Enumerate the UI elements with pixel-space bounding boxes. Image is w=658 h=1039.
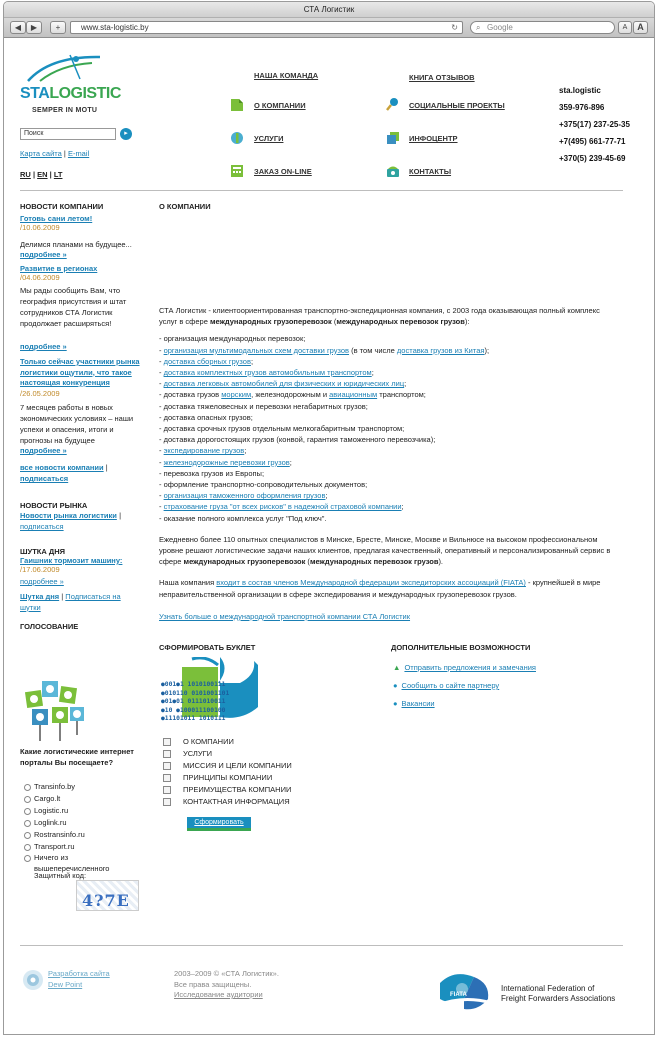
captcha-code: 4?7E [82,891,130,910]
text: ): [464,317,470,327]
list-item [159,457,619,468]
text: ; [371,368,374,378]
list-item [159,378,619,389]
booklet-checkbox[interactable] [163,750,171,758]
news-link[interactable]: Только сейчас участники рынка логистики ощутили, что такое настоящая конкуренция [20,357,140,387]
booklet-checkbox[interactable] [163,774,171,782]
poll-option-label: Loglink.ru [34,818,67,827]
booklet-option-label: МИССИЯ И ЦЕЛИ КОМПАНИИ [183,761,292,770]
text: ( [305,557,310,567]
lang-ru-link[interactable]: RU [20,170,31,179]
text-larger-button[interactable]: A [633,21,648,34]
browser-window [3,1,655,1035]
add-bookmark-button[interactable]: + [50,21,66,34]
vacancy-icon: ● [393,699,398,708]
binary-row: ●11101011 1010111 [161,715,226,722]
send-feedback-link[interactable]: Отправить предложения и замечания [404,663,536,672]
news-date: /04.06.2009 [20,273,60,282]
partner-icon: ● [393,681,398,690]
list-item: - доставка тяжеловесных и перевозки негабаритных грузов; [159,401,368,411]
news-text: Мы рады сообщить Вам, что география присутствия и штат сотрудников СТА Логистик продолжает расширяться! [20,286,127,328]
market-news-heading: НОВОСТИ РЫНКА [20,501,88,510]
list-item [159,367,619,378]
service-link[interactable]: доставка легковых автомобилей для физических и юридических лиц [163,379,405,389]
intro-paragraph [159,305,619,327]
joke-of-day-link[interactable]: Шутка дня [20,592,60,601]
learn-more-link[interactable]: Узнать больше о международной транспортной компании СТА Логистик [159,611,411,621]
infocenter-icon [386,131,400,145]
poll-radio[interactable] [24,855,31,862]
calculator-icon [230,164,244,178]
address-bar[interactable] [70,21,463,34]
text: - [159,345,164,355]
page-title: О КОМПАНИИ [159,202,211,211]
email-link[interactable]: E-mail [67,149,90,158]
nav-order-link[interactable]: ЗАКАЗ ON-LINE [254,167,312,176]
fiata-link[interactable]: входит в состав членов Международной федерации экспедиторских ассоциаций (FIATA) [216,578,526,588]
text: СТА Логистик - клиентоориентированная транспортно-экспедиционная компания, с 2003 года оказывающая полный комплекс услуг в сфере [159,306,600,327]
binary-row: ●010110 0101001101 [161,689,230,697]
separator: | [61,592,64,601]
company-news-heading: НОВОСТИ КОМПАНИИ [20,202,104,211]
search-icon: ⌕ [476,23,481,32]
text: - [159,491,164,501]
captcha-label: Защитный код: [34,871,87,880]
binary-row: ●01●01 0111010011 [161,698,226,705]
binary-row: ●10 ●100011100100 [161,706,226,714]
contact-list [559,86,630,171]
developer-credit [48,969,110,990]
extra-features-list [393,659,536,713]
lang-en-link[interactable]: EN [37,170,48,179]
service-link[interactable]: страхование груза "от всех рисков" в надежной страховой компании [163,502,402,512]
team-paragraph [159,534,619,568]
list-item: - организация международных перевозок; [159,334,306,344]
subscribe-jokes-link[interactable]: Подписаться на шутки [20,592,121,612]
header-divider [20,190,623,191]
service-link[interactable]: организация таможенного оформления грузов [163,491,326,501]
text: - крупнейшей в мире неправительственной организации в сфере экспедирования и международных грузоперевозок грузов. [159,578,601,599]
services-icon [230,131,244,145]
text: Ежедневно более 110 опытных специалистов в Минске, Бресте, Минске, Москве и Вильнюсе на высоком профессиональном уровне решают логистические задачи наших клиентов, предлагая качественный, оперативный и персонализированный сервис в сфере [159,534,611,567]
text: - [159,368,164,378]
services-list [159,333,619,523]
sidebar [20,202,142,631]
poll-option-label: Ничего из вышеперечисленного [34,853,110,873]
text: - [159,457,164,467]
text-bold: международных грузоперевозок [183,557,306,567]
logo-sta: STA [20,85,50,102]
site-logo[interactable] [20,51,130,117]
audience-link[interactable]: Исследование аудитории [174,990,263,999]
window-title: СТА Логистик [4,2,654,18]
joke-heading: ШУТКА ДНЯ [20,547,66,556]
list-item [159,389,619,400]
news-text: 7 месяцев работы в новых экономических условиях – наши успехи и опасения, итоги и прогнозы на будущее [20,403,134,445]
reload-icon[interactable]: ↻ [451,23,458,32]
poll-question: Какие логистические интернет порталы Вы посещаете? [20,747,134,767]
text: , железнодорожным и [251,390,330,400]
skype-contact: sta.logistic [559,86,601,95]
news-more-link[interactable]: подробнее » [20,250,67,259]
news-link[interactable]: Развитие в регионах [20,264,98,273]
lang-lt-link[interactable]: LT [53,170,63,179]
booklet-heading: СФОРМИРОВАТЬ БУКЛЕТ [159,643,256,652]
list-item [159,445,619,456]
list-item: - оформление транспортно-сопроводительных документов; [159,480,368,490]
dewpoint-link[interactable]: Dew Point [48,979,83,989]
news-more-link[interactable]: подробнее » [20,342,67,351]
fiata-name-line: Freight Forwarders Associations [501,994,616,1003]
phone-moscow: +7(495) 661-77-71 [559,137,626,146]
forward-button[interactable]: ▶ [26,21,42,34]
footer-divider [20,945,623,946]
booklet-option-label: О КОМПАНИИ [183,737,234,746]
poll-people-icon [22,677,88,745]
joke-more-link[interactable]: подробнее » [20,577,64,586]
news-link[interactable]: Готовь сани летом! [20,214,93,223]
service-link[interactable]: авиационным [329,390,378,400]
browser-toolbar [4,18,654,38]
service-link[interactable]: организация мультимодальных схем доставки грузов [163,345,350,355]
logo-logistic: LOGISTIC [49,85,121,102]
list-item [159,501,619,512]
icq-contact: 359-976-896 [559,103,605,112]
text: - [159,446,164,456]
nav-social-link[interactable]: СОЦИАЛЬНЫЕ ПРОЕКТЫ [409,101,505,110]
text: ). [438,557,444,567]
poll-heading: ГОЛОСОВАНИЕ [20,622,79,631]
joke-link[interactable]: Гаишник тормозит машину: [20,556,123,565]
nav-team-link[interactable]: НАША КОМАНДА [254,71,319,80]
text: транспортом; [377,390,426,400]
separator: | [63,149,66,158]
poll-radio[interactable] [24,808,31,815]
joke-date: /17.06.2009 [20,565,60,574]
list-item [159,356,619,367]
poll-option-label: Transport.ru [34,842,75,851]
text: ; [325,491,328,501]
search-placeholder: Google [487,23,513,32]
poll-radio[interactable] [24,796,31,803]
nav-reviews-link[interactable]: КНИГА ОТЗЫВОВ [409,73,475,82]
phone-vilnius: +370(5) 239-45-69 [559,154,626,163]
booklet-checkbox[interactable] [163,762,171,770]
copyright [174,969,279,1001]
tell-partner-link[interactable]: Сообщить о сайте партнеру [401,681,500,690]
text: - доставка грузов [159,390,222,400]
language-switcher [20,170,62,179]
site-search-input[interactable]: Поиск [20,128,116,140]
booklet-binary [161,681,229,724]
text-bold: международных перевозок грузов [336,317,465,327]
web-page [4,39,654,1035]
copyright-text: 2003–2009 © «СТА Логистик». [174,969,279,978]
logo-swoosh-icon [20,51,130,85]
nav-about-link[interactable]: О КОМПАНИИ [254,101,306,110]
magnifier-icon [386,97,400,111]
vacancies-link[interactable]: Вакансии [401,699,435,708]
list-item: - доставка срочных грузов отдельным мелкогабаритным транспортом; [159,424,405,434]
separator: | [32,170,36,179]
text-smaller-button[interactable]: A [618,21,632,34]
poll-option-label: Rostransinfo.ru [34,830,85,839]
poll-radio[interactable] [24,844,31,851]
subscribe-news-link[interactable]: подписаться [20,474,69,483]
main-content [159,305,619,622]
nav-infocenter-link[interactable]: ИНФОЦЕНТР [409,134,458,143]
booklet-option-label: ПРЕИМУЩЕСТВА КОМПАНИИ [183,785,292,794]
nav-contacts-link[interactable]: КОНТАКТЫ [409,167,452,176]
envelope-icon: ▲ [393,663,401,672]
document-icon [230,98,244,112]
text: - [159,502,164,512]
binary-row: ●001●1 1010100111 [161,681,226,688]
list-item [159,345,619,356]
fiata-logo-text: FIATA [450,992,467,998]
market-news-link[interactable]: Новости рынка логистики [20,511,117,520]
developer-link[interactable]: Разработка сайта [48,969,110,978]
service-link[interactable]: морским [221,390,252,400]
service-link[interactable]: экспедирование грузов [163,446,245,456]
text: ; [289,457,292,467]
text: Наша компания [159,578,217,588]
news-text: Делимся планами на будущее... [20,240,132,249]
text: ); [484,345,490,355]
news-more-link[interactable]: подробнее » [20,446,67,455]
list-item: - оказание полного комплекса услуг "Под ключ". [159,513,327,523]
poll-radio[interactable] [24,784,31,791]
phone-minsk: +375(17) 237-25-35 [559,120,630,129]
booklet-option-label: УСЛУГИ [183,749,213,758]
service-link[interactable]: доставка грузов из Китая [396,345,485,355]
phone-icon [386,164,400,178]
text-bold: международных грузоперевозок [209,317,332,327]
list-item [159,490,619,501]
news-date: /26.05.2009 [20,388,60,398]
text-bold: международных перевозок грузов [309,557,439,567]
poll-radio[interactable] [24,820,31,827]
poll-radio[interactable] [24,832,31,839]
list-item: - доставка дорогостоящих грузов (конвой, гарантия таможенного перевозчика); [159,435,436,445]
fiata-name-line: International Federation of [501,984,595,993]
nav-services-link[interactable]: УСЛУГИ [254,134,284,143]
booklet-options [163,736,292,808]
extra-features-heading: ДОПОЛНИТЕЛЬНЫЕ ВОЗМОЖНОСТИ [391,643,531,652]
separator: | [49,170,52,179]
booklet-option-label: ПРИНЦИПЫ КОМПАНИИ [183,773,273,782]
poll-option-label: Cargo.lt [34,794,61,803]
separator: | [119,511,122,520]
service-link[interactable]: доставка комплектных грузов автомобильным транспортом [163,368,372,378]
subscribe-market-link[interactable]: подписаться [20,522,64,531]
url-text: www.sta-logistic.by [81,23,149,32]
text: ; [401,502,404,512]
booklet-option-label: КОНТАКТНАЯ ИНФОРМАЦИЯ [183,797,290,806]
dewpoint-logo-icon [22,969,44,991]
booklet-checkbox[interactable] [163,738,171,746]
text: - [159,379,164,389]
news-date: /10.06.2009 [20,223,60,232]
list-item: - доставка опасных грузов; [159,412,253,422]
list-item: - перевозка грузов из Европы; [159,468,265,478]
service-link[interactable]: доставка сборных грузов [163,356,251,366]
search-field[interactable] [470,21,615,34]
all-news-link[interactable]: все новости компании [20,463,104,472]
sitemap-link[interactable]: Карта сайта [20,149,62,158]
fiata-name [501,984,615,1004]
text: ; [244,446,247,456]
back-button[interactable]: ◀ [10,21,26,34]
fiata-paragraph [159,577,619,599]
poll-option-label: Transinfo.by [34,782,75,791]
poll-options [24,781,124,874]
text: (в том числе [349,345,397,355]
text: ; [250,356,254,366]
util-links [20,149,89,158]
booklet-checkbox[interactable] [163,798,171,806]
text: ( [331,317,337,327]
poll-option-label: Logistic.ru [34,806,69,815]
generate-booklet-button[interactable]: Сформировать [187,817,251,831]
text: ; [404,379,407,389]
rights-text: Все права защищены. [174,979,252,989]
search-go-button[interactable]: ▸ [120,128,132,140]
service-link[interactable]: железнодорожные перевозки грузов [163,457,290,467]
text: - [159,356,164,366]
booklet-checkbox[interactable] [163,786,171,794]
separator: | [105,463,108,472]
logo-motto: SEMPER IN MOTU [32,107,98,114]
